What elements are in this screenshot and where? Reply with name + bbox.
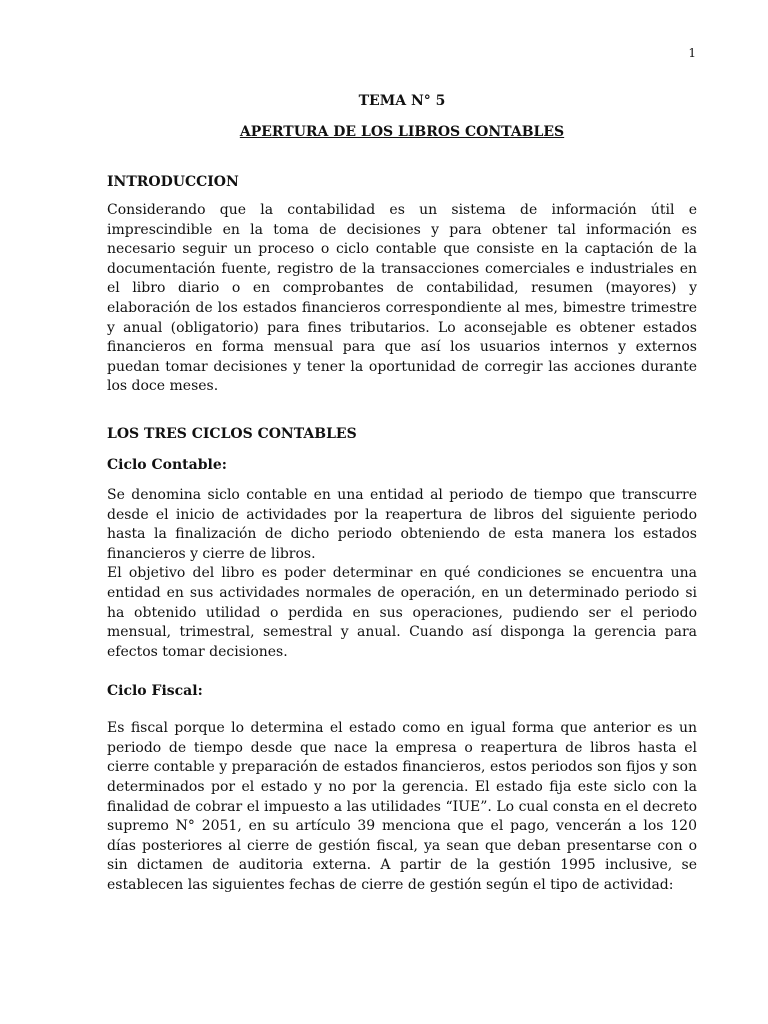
page-number: 1 bbox=[688, 46, 696, 60]
ciclo-fiscal-paragraph: Es fiscal porque lo determina el estado como en igual forma que anterior es un periodo de tiempo desde que nace la empresa o reapertura de libros hasta el cierre contable y preparación de estados financieros, estos periodos son fijos y son determinados por el estado y no por la gerencia. El estado fija este siclo con la finalidad de cobrar el impuesto a las utilidades “IUE”. Lo cual consta en el decreto supremo N° 2051, en su artículo 39 menciona que el pago, vencerán a los 120 días posteriores al cierre de gestión fiscal, ya sean que deban presentarse con o sin dictamen de auditoria externa. A partir de la gestión 1995 inclusive, se establecen las siguientes fechas de cierre de gestión según el tipo de actividad: bbox=[107, 720, 697, 894]
ciclos-heading: LOS TRES CICLOS CONTABLES bbox=[107, 425, 357, 442]
document-subtitle-text: APERTURA DE LOS LIBROS CONTABLES bbox=[239, 124, 565, 140]
intro-heading: INTRODUCCION bbox=[107, 174, 239, 190]
intro-paragraph: Considerando que la contabilidad es un sistema de información útil e imprescindible en la toma de decisiones y para obtener tal información es necesario seguir un proceso o ciclo contable que consiste en la captación de la documentación fuente, registro de la transacciones comerciales e industriales en el libro diario o en comprobantes de contabilidad, resumen (mayores) y elaboración de los estados financieros correspondiente al mes, bimestre trimestre y anual (obligatorio) para fines tributarios. Lo aconsejable es obtener estados financieros en forma mensual para que así los usuarios internos y externos puedan tomar decisiones y tener la oportunidad de corregir las acciones durante los doce meses. bbox=[107, 202, 697, 395]
document-body bbox=[107, 91, 697, 896]
ciclo-contable-paragraph-1: Se denomina siclo contable en una entidad al periodo de tiempo que transcurre desde el inicio de actividades por la reapertura de libros del siguiente periodo hasta la finalización de dicho periodo obteniendo de esta manera los estados financieros y cierre de libros. bbox=[107, 486, 697, 562]
document-subtitle bbox=[107, 122, 697, 142]
ciclo-fiscal-heading: Ciclo Fiscal: bbox=[107, 683, 203, 700]
document-title: TEMA N° 5 bbox=[358, 93, 446, 109]
ciclo-contable-heading: Ciclo Contable: bbox=[107, 456, 227, 473]
ciclo-contable-paragraph-2: El objetivo del libro es poder determinar en qué condiciones se encuentra una entidad en sus actividades normales de operación, en un determinado periodo si ha obtenido utilidad o perdida en sus operaciones, pudiendo ser el periodo mensual, trimestral, semestral y anual. Cuando así disponga la gerencia para efectos tomar decisiones. bbox=[107, 565, 697, 660]
